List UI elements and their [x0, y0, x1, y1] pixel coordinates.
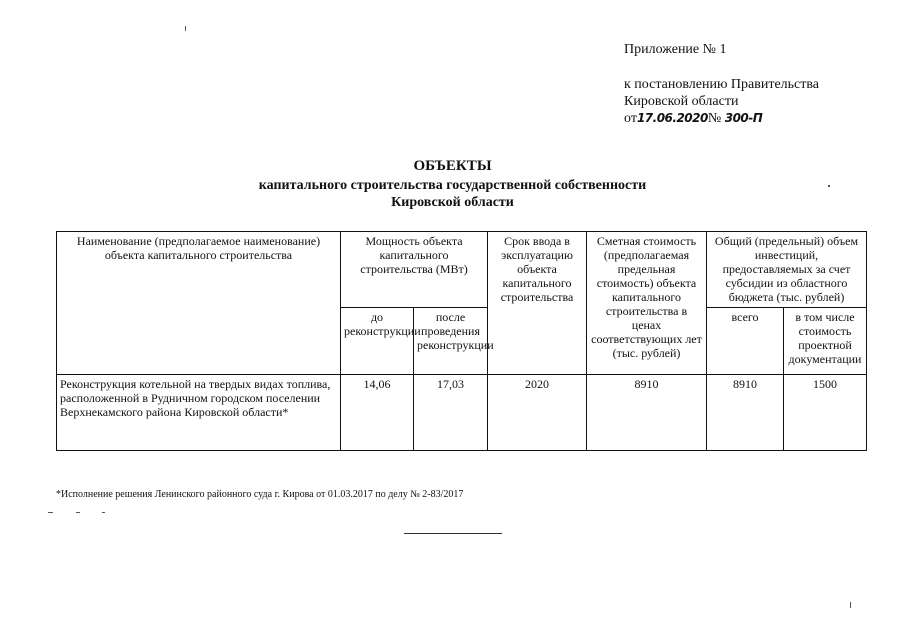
cell-deadline: 2020 [488, 375, 587, 451]
scan-speck [48, 512, 53, 513]
annex-date-line [624, 110, 762, 127]
document-title: ОБЪЕКТЫ [413, 158, 492, 174]
document-subtitle: капитального строительства государственной собственности [258, 178, 647, 193]
header-investment: Общий (предельный) объем инвестиций, предоставляемых за счет субсидии из областного бюджета (тыс. рублей) [707, 232, 867, 308]
annex-number-prefix: № [707, 111, 722, 126]
cell-investment-total: 8910 [707, 375, 784, 451]
header-investment-design: в том числе стоимость проектной документации [784, 308, 867, 375]
annex-resolution-line: к постановлению Правительства [624, 77, 820, 92]
footnote: *Исполнение решения Ленинского районного суда г. Кирова от 01.03.2017 по делу № 2-83/2017 [56, 489, 464, 500]
handwritten-date: 17.06.2020 [636, 111, 708, 125]
header-investment-total: всего [707, 308, 784, 375]
end-divider [404, 533, 502, 534]
annex-date-prefix: от [624, 111, 637, 126]
cell-estimate: 8910 [587, 375, 707, 451]
table-row [57, 375, 867, 451]
handwritten-number: 300-П [724, 111, 763, 125]
cell-object-name: Реконструкция котельной на твердых видах топлива, расположенной в Рудничном городском поселении Верхнекамского района Кировской области* [57, 375, 341, 451]
table-header-row [57, 232, 867, 308]
document-subtitle-region: Кировской области [391, 195, 514, 210]
header-capacity: Мощность объекта капитального строительства (МВт) [341, 232, 488, 308]
scan-speck [185, 26, 186, 31]
header-capacity-before: до реконструкции [341, 308, 414, 375]
annex-title: Приложение № 1 [624, 42, 727, 57]
cell-capacity-before: 14,06 [341, 375, 414, 451]
annex-region-line: Кировской области [624, 94, 739, 109]
header-deadline: Срок ввода в эксплуатацию объекта капитального строительства [488, 232, 587, 375]
scan-speck [76, 512, 80, 513]
cell-investment-design: 1500 [784, 375, 867, 451]
cell-capacity-after: 17,03 [414, 375, 488, 451]
scan-speck [102, 512, 105, 513]
header-capacity-after: после проведения реконструкции [414, 308, 488, 375]
header-estimate: Сметная стоимость (предполагаемая предельная стоимость) объекта капитального строительства в ценах соответствующих лет (тыс. рублей) [587, 232, 707, 375]
scan-speck [850, 602, 851, 608]
objects-table [56, 231, 867, 451]
header-object-name: Наименование (предполагаемое наименование) объекта капитального строительства [57, 232, 341, 375]
scan-speck [828, 185, 830, 187]
